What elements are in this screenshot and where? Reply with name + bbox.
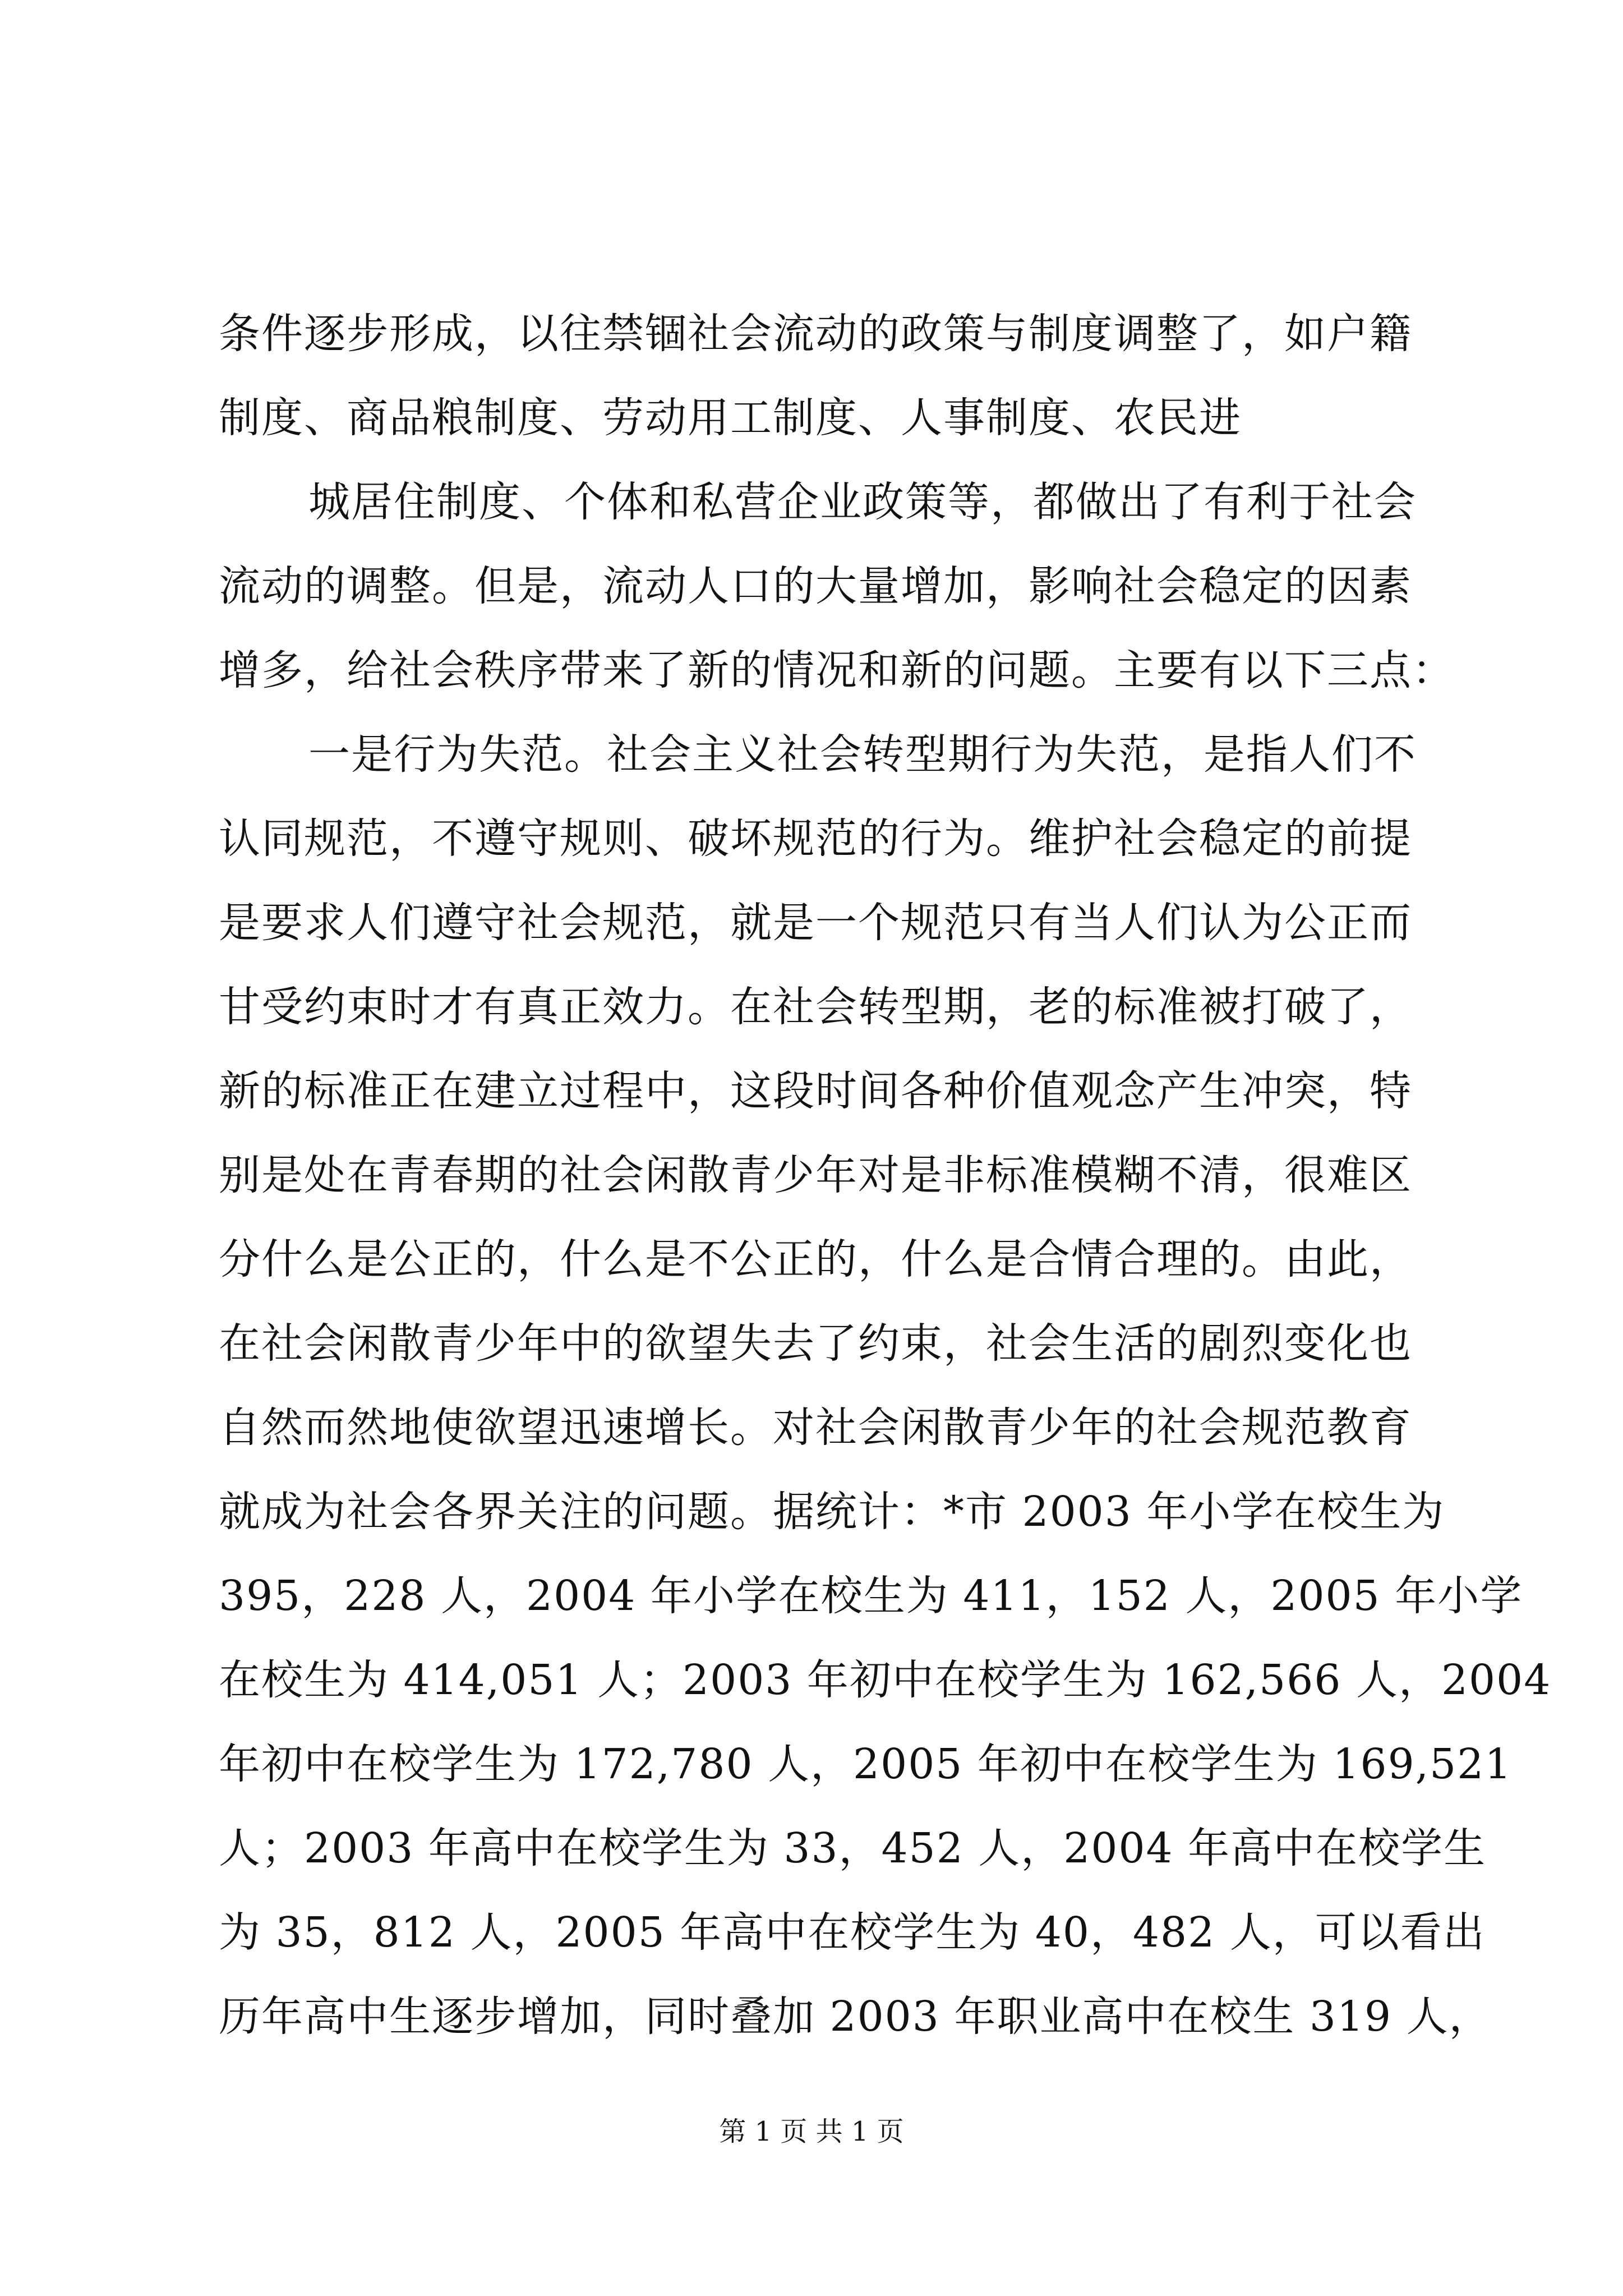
text-line-18: 年初中在校学生为 172,780 人，2005 年初中在校学生为 169,521: [219, 1740, 1513, 1788]
text-line-4: 流动的调整。但是，流动人口的大量增加，影响社会稳定的因素: [219, 562, 1412, 610]
text-line-7: 认同规范，不遵守规则、破坏规范的行为。维护社会稳定的前提: [219, 815, 1412, 863]
text-line-11: 别是处在青春期的社会闲散青少年对是非标准模糊不清，很难区: [219, 1151, 1412, 1199]
text-line-8: 是要求人们遵守社会规范，就是一个规范只有当人们认为公正而: [219, 899, 1412, 947]
text-line-1: 条件逐步形成，以往禁锢社会流动的政策与制度调整了，如户籍: [219, 310, 1412, 358]
text-line-6: 一是行为失范。社会主义社会转型期行为失范，是指人们不: [308, 730, 1417, 779]
text-line-9: 甘受约束时才有真正效力。在社会转型期，老的标准被打破了，: [219, 983, 1412, 1031]
text-line-13: 在社会闲散青少年中的欲望失去了约束，社会生活的剧烈变化也: [219, 1319, 1412, 1368]
text-line-14: 自然而然地使欲望迅速增长。对社会闲散青少年的社会规范教育: [219, 1404, 1412, 1452]
text-line-3: 城居住制度、个体和私营企业政策等，都做出了有利于社会: [308, 478, 1417, 526]
text-line-20: 为 35，812 人，2005 年高中在校学生为 40，482 人，可以看出: [219, 1908, 1486, 1957]
page-footer: 第 1 页 共 1 页: [719, 2116, 904, 2147]
text-line-10: 新的标准正在建立过程中，这段时间各种价值观念产生冲突，特: [219, 1067, 1412, 1115]
text-line-5: 增多，给社会秩序带来了新的情况和新的问题。主要有以下三点：: [219, 646, 1455, 694]
text-line-16: 395，228 人，2004 年小学在校生为 411，152 人，2005 年小学: [219, 1572, 1523, 1620]
text-line-12: 分什么是公正的，什么是不公正的，什么是合情合理的。由此，: [219, 1235, 1412, 1283]
text-line-21: 历年高中生逐步增加，同时叠加 2003 年职业高中在校生 319 人，: [219, 1993, 1492, 2041]
text-line-2: 制度、商品粮制度、劳动用工制度、人事制度、农民进: [219, 394, 1242, 442]
body-text: [219, 292, 1552, 2059]
text-line-19: 人；2003 年高中在校学生为 33，452 人，2004 年高中在校学生: [219, 1824, 1487, 1872]
text-line-17: 在校生为 414,051 人；2003 年初中在校学生为 162,566 人，2004: [219, 1656, 1552, 1704]
text-line-15: 就成为社会各界关注的问题。据统计：*市 2003 年小学在校生为: [219, 1488, 1445, 1536]
